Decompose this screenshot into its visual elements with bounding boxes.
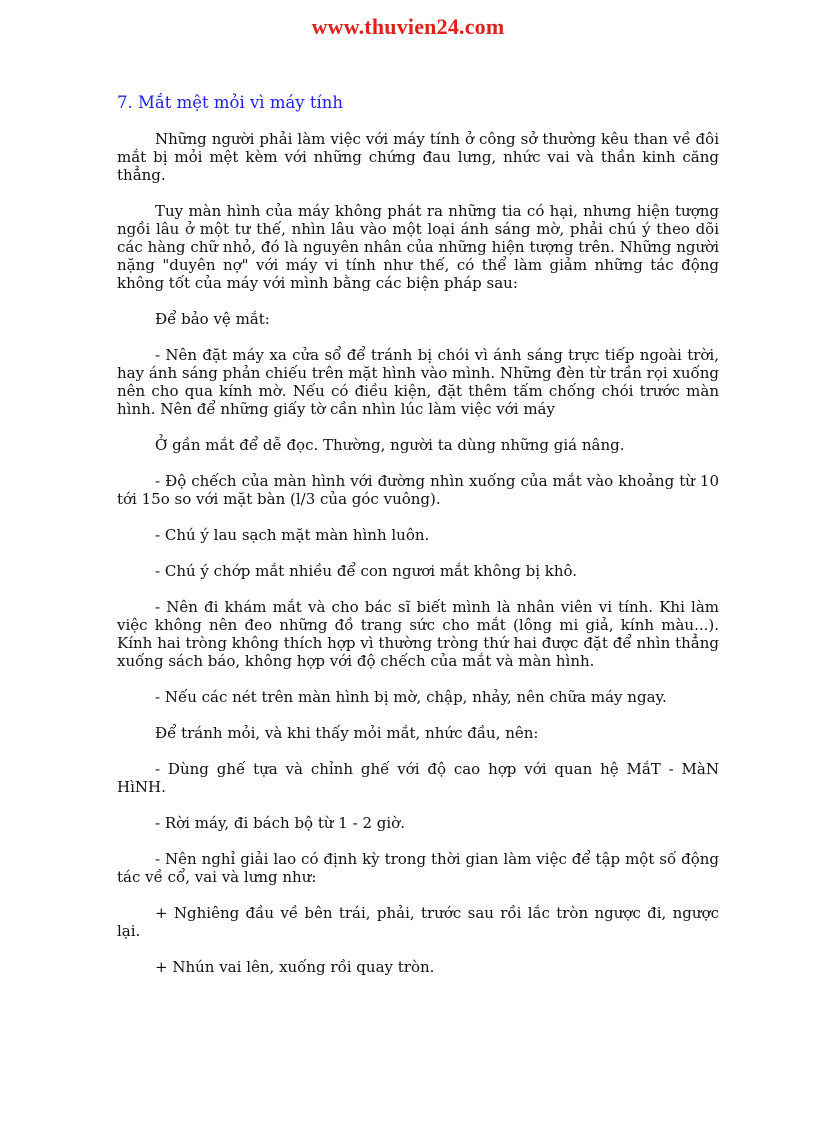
- paragraph-neck-exercise: + Nghiêng đầu về bên trái, phải, trước sau rồi lắc tròn ngược đi, ngược lại.: [117, 904, 719, 940]
- paragraph-eye-protection-heading: Để bảo vệ mắt:: [155, 310, 270, 328]
- paragraph-screen-angle: - Độ chếch của màn hình với đường nhìn xuống của mắt vào khoảng từ 10 tới 15o so với mặt bàn (l/3 của góc vuông).: [117, 472, 719, 508]
- paragraph-fix-screen: - Nếu các nét trên màn hình bị mờ, chập, nhảy, nên chữa máy ngay.: [155, 688, 667, 706]
- paragraph-cause: Tuy màn hình của máy không phát ra những tia có hại, nhưng hiện tượng ngồi lâu ở một tư thế, nhìn lâu vào một loại ánh sáng mờ, phải chú ý theo dõi các hàng chữ nhỏ, đó là nguyên nhân của những hiện tượng trên. Những người nặng "duyên nợ" với máy vi tính như thế, có thể làm giảm những tác động không tốt của máy với mình bằng các biện pháp sau:: [117, 202, 719, 292]
- paragraph-intro: Những người phải làm việc với máy tính ở công sở thường kêu than về đôi mắt bị mỏi mệt kèm với những chứng đau lưng, nhức vai và thần kinh căng thẳng.: [117, 130, 719, 184]
- paragraph-blink: - Chú ý chớp mắt nhiều để con ngươi mắt không bị khô.: [155, 562, 578, 580]
- paragraph-eye-exam: - Nên đi khám mắt và cho bác sĩ biết mình là nhân viên vi tính. Khi làm việc không nên đeo những đồ trang sức cho mắt (lông mi giả, kính màu...). Kính hai tròng không thích hợp vì thường tròng thứ hai được đặt để nhìn thẳng xuống sách báo, không hợp với độ chếch của mắt và màn hình.: [117, 598, 719, 670]
- paragraph-chair: - Dùng ghế tựa và chỉnh ghế với độ cao hợp với quan hệ MắT - MàN HìNH.: [117, 760, 719, 796]
- site-header-link[interactable]: www.thuvien24.com: [311, 14, 505, 39]
- section-title: 7. Mắt mệt mỏi vì máy tính: [117, 93, 344, 112]
- paragraph-reading-stand: Ở gần mắt để dễ đọc. Thường, người ta dùng những giá nâng.: [155, 436, 625, 454]
- paragraph-walk: - Rời máy, đi bách bộ từ 1 - 2 giờ.: [155, 814, 405, 832]
- paragraph-clean-screen: - Chú ý lau sạch mặt màn hình luôn.: [155, 526, 430, 544]
- paragraph-shoulder-exercise: + Nhún vai lên, xuống rồi quay tròn.: [155, 958, 435, 976]
- paragraph-placement: - Nên đặt máy xa cửa sổ để tránh bị chói vì ánh sáng trực tiếp ngoài trời, hay ánh sáng phản chiếu trên mặt hình vào mình. Những đèn từ trần rọi xuống nên cho qua kính mờ. Nếu có điều kiện, đặt thêm tấm chống chói trước màn hình. Nên để những giấy tờ cần nhìn lúc làm việc với máy: [117, 346, 719, 418]
- paragraph-breaks: - Nên nghỉ giải lao có định kỳ trong thời gian làm việc để tập một số động tác về cổ, vai và lưng như:: [117, 850, 719, 886]
- article-body: [117, 130, 719, 994]
- paragraph-fatigue-heading: Để tránh mỏi, và khi thấy mỏi mắt, nhức đầu, nên:: [155, 724, 539, 742]
